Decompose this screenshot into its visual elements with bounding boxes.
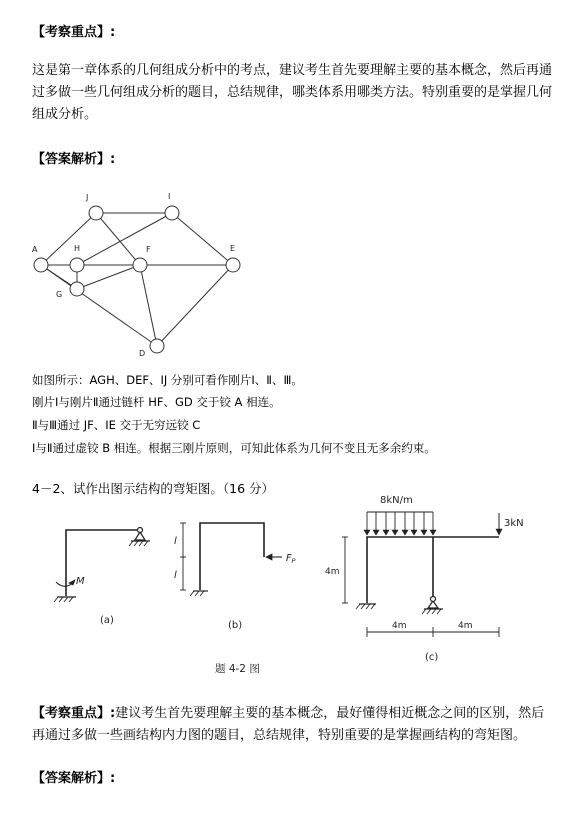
height-dim-label: 4m xyxy=(325,567,340,577)
question-title: 4－2、试作出图示结构的弯矩图。（16 分） xyxy=(32,481,275,496)
key-points-2-text: 建议考生首先要理解主要的基本概念，最好懂得相近概念之间的区别，然后 xyxy=(115,706,545,721)
fig-c-caption: (c) xyxy=(425,652,439,663)
fig-b-force-label: $F_P$ xyxy=(286,553,296,565)
node-label-a: A xyxy=(32,245,38,254)
moment-load-label: M xyxy=(76,576,85,587)
fig-a-caption: (a) xyxy=(100,615,114,626)
point-load-label: 3kN xyxy=(504,518,524,529)
analysis-line-1: 如图所示：AGH、DEF、IJ 分别可看作刚片Ⅰ、Ⅱ、Ⅲ。 xyxy=(32,373,303,387)
key-points-2-line-2: 再通过多做一些画结构内力图的题目，总结规律，特别重要的是掌握画结构的弯矩图。 xyxy=(32,728,527,743)
key-points-heading: 【考察重点】: xyxy=(32,25,116,40)
figure-caption: 题 4-2 图 xyxy=(215,663,260,675)
key-points-2-heading: 【考察重点】: xyxy=(32,706,116,721)
key-points-line-1: 这是第一章体系的几何组成分析中的考点，建议考生首先要理解主要的基本概念，然后再通 xyxy=(32,63,553,78)
fig-b-dim-2: l xyxy=(174,570,177,581)
span-2-label: 4m xyxy=(458,621,473,631)
fig-b-dim-1: l xyxy=(174,536,177,547)
analysis-line-2: 刚片Ⅰ与刚片Ⅱ通过链杆 HF、GD 交于铰 A 相连。 xyxy=(32,395,281,409)
node-label-f: F xyxy=(146,245,151,254)
answer-heading: 【答案解析】: xyxy=(32,152,116,167)
node-label-e: E xyxy=(230,244,236,253)
key-points-line-3: 组成分析。 xyxy=(32,107,98,122)
key-points-2-line-1 xyxy=(32,703,544,725)
analysis-line-4: Ⅰ与Ⅱ通过虚铰 B 相连。根据三刚片原则，可知此体系为几何不变且无多余约束。 xyxy=(32,441,436,455)
key-points-line-2: 过多做一些几何组成分析的题目，总结规律，哪类体系用哪类方法。特别重要的是掌握几何 xyxy=(32,85,553,100)
distributed-load-label: 8kN/m xyxy=(380,495,413,506)
span-1-label: 4m xyxy=(392,621,407,631)
fig-b-caption: (b) xyxy=(228,620,243,631)
node-label-i: I xyxy=(168,192,171,201)
node-label-g: G xyxy=(56,290,63,299)
node-label-h: H xyxy=(74,244,81,253)
analysis-line-3: Ⅱ与Ⅲ通过 JF、IE 交于无穷远铰 C xyxy=(32,418,201,432)
node-label-d: D xyxy=(139,349,146,358)
node-label-j: J xyxy=(86,193,89,202)
answer-2-heading: 【答案解析】: xyxy=(32,771,116,786)
